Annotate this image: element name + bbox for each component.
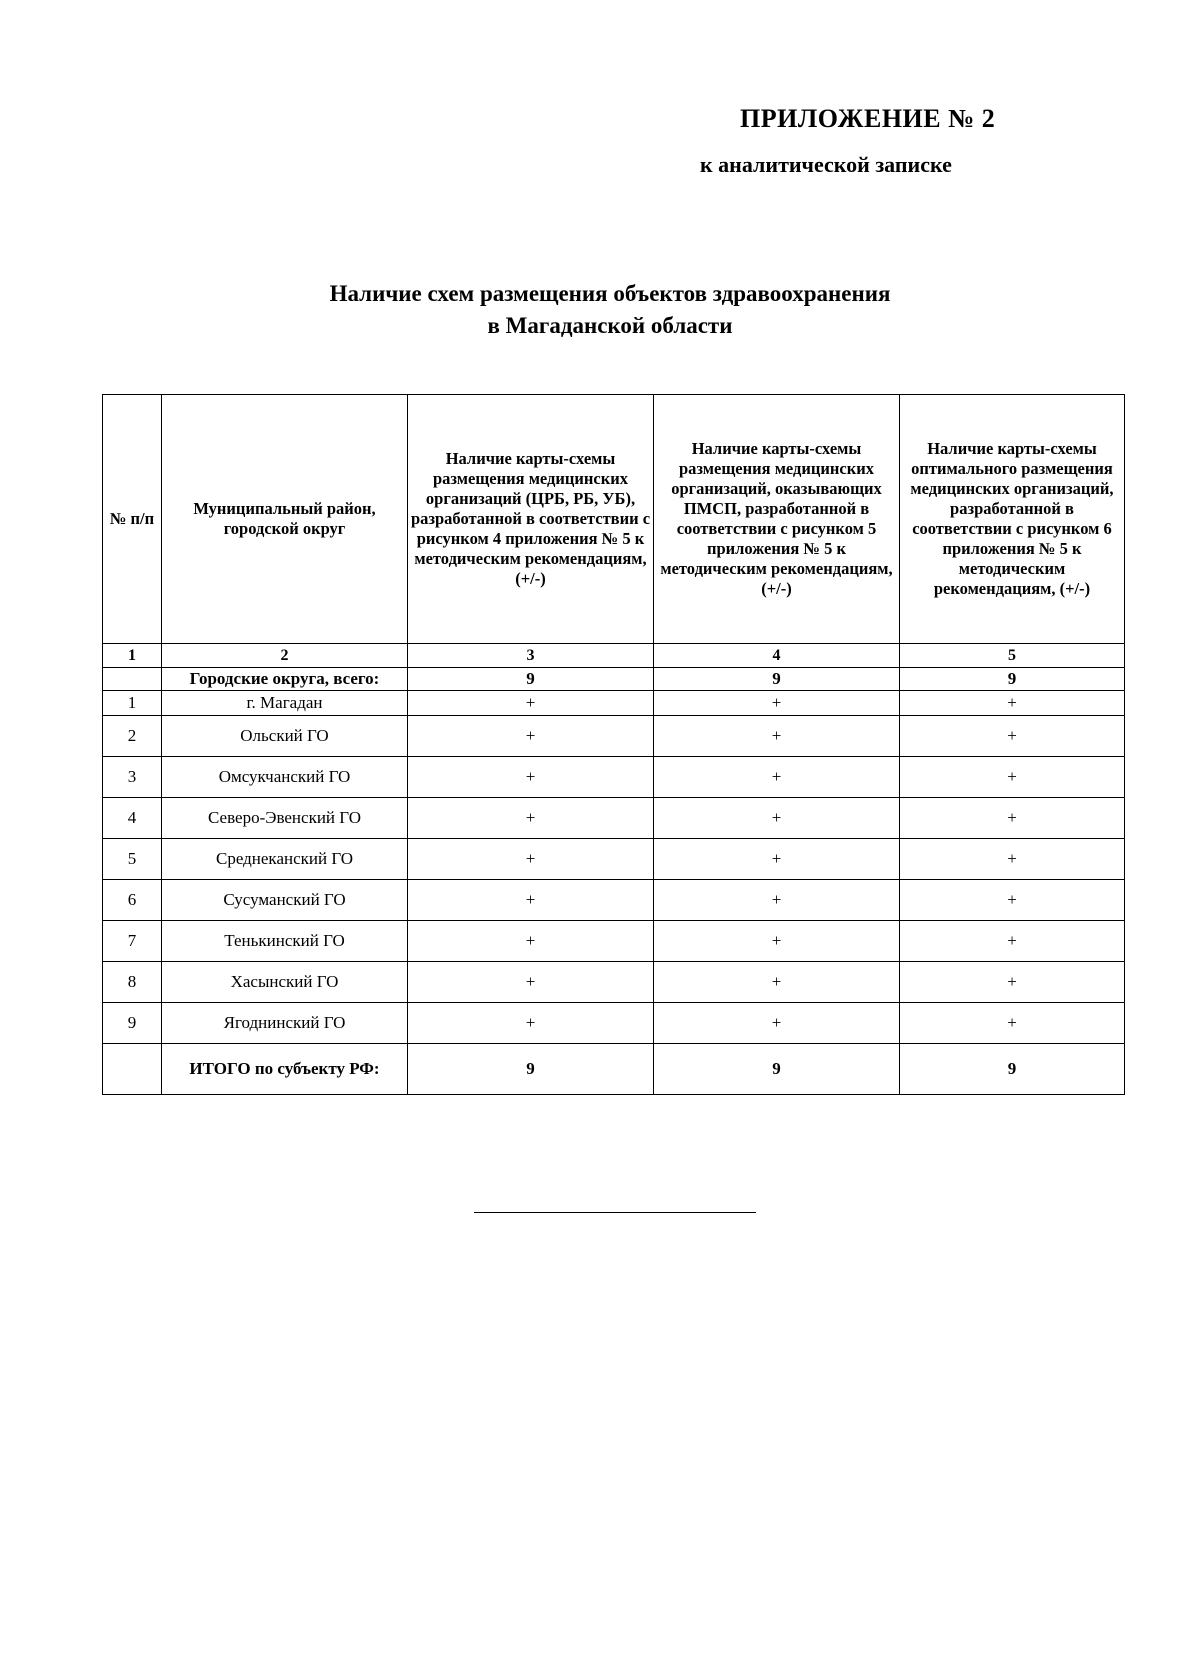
row-number: 3 [103,757,162,798]
cell-value: 9 [900,668,1125,691]
row-number: 5 [103,839,162,880]
row-number: 1 [103,691,162,716]
row-name: Омсукчанский ГО [162,757,408,798]
row-name: Ягоднинский ГО [162,1003,408,1044]
column-number-row [103,644,1125,668]
row-name: Тенькинский ГО [162,921,408,962]
table-row [103,921,1125,962]
column-number: 5 [900,644,1125,668]
cell-value: + [654,757,900,798]
cell-value: + [900,921,1125,962]
row-name: Городские округа, всего: [162,668,408,691]
cell-value: + [900,839,1125,880]
cell-value: + [900,1003,1125,1044]
cell-value: + [408,798,654,839]
column-number: 3 [408,644,654,668]
cell-value: 9 [654,668,900,691]
table-row [103,798,1125,839]
cell-value: + [654,880,900,921]
appendix-subtitle: к аналитической записке [700,152,952,177]
group-total-row [103,668,1125,691]
cell-value: + [654,691,900,716]
column-number: 1 [103,644,162,668]
column-number: 4 [654,644,900,668]
table-row [103,757,1125,798]
table-header-row [103,395,1125,644]
row-name: Хасынский ГО [162,962,408,1003]
cell-value: 9 [408,668,654,691]
cell-value: + [654,1003,900,1044]
cell-value: + [408,880,654,921]
closing-divider [474,1212,756,1213]
row-number: 2 [103,716,162,757]
table-row [103,962,1125,1003]
cell-value: + [408,1003,654,1044]
row-name: Ольский ГО [162,716,408,757]
cell-value: + [900,880,1125,921]
cell-value: 9 [900,1044,1125,1095]
row-number: 4 [103,798,162,839]
cell-value: + [900,716,1125,757]
cell-value: + [408,757,654,798]
row-number: 7 [103,921,162,962]
row-number: 9 [103,1003,162,1044]
document-title-line-1: Наличие схем размещения объектов здравоохранения [329,281,891,306]
column-header-municipality: Муниципальный район, городской округ [162,395,408,644]
column-header-map-pmsp: Наличие карты-схемы размещения медицинских организаций, оказывающих ПМСП, разработанной в соответствии с рисунком 5 приложения № 5 к методическим рекомендациям, (+/-) [654,395,900,644]
row-number: 8 [103,962,162,1003]
row-name: Среднеканский ГО [162,839,408,880]
cell-value: + [654,716,900,757]
row-name: ИТОГО по субъекту РФ: [162,1044,408,1095]
cell-value: + [900,757,1125,798]
cell-value: 9 [654,1044,900,1095]
document-title [180,278,1040,342]
document-title-line-2: в Магаданской области [487,313,733,338]
cell-value: + [900,798,1125,839]
cell-value: + [408,921,654,962]
cell-value: 9 [408,1044,654,1095]
cell-value: + [654,962,900,1003]
row-name: г. Магадан [162,691,408,716]
row-number [103,668,162,691]
cell-value: + [408,691,654,716]
row-name: Северо-Эвенский ГО [162,798,408,839]
cell-value: + [654,839,900,880]
table-row [103,839,1125,880]
cell-value: + [654,921,900,962]
column-header-number: № п/п [103,395,162,644]
cell-value: + [900,962,1125,1003]
table-row [103,1003,1125,1044]
cell-value: + [408,716,654,757]
cell-value: + [654,798,900,839]
row-number [103,1044,162,1095]
table-row [103,691,1125,716]
cell-value: + [408,962,654,1003]
appendix-title: ПРИЛОЖЕНИЕ № 2 [740,104,996,133]
column-number: 2 [162,644,408,668]
table-row [103,880,1125,921]
column-header-map-optimal: Наличие карты-схемы оптимального размещения медицинских организаций, разработанной в соответствии с рисунком 6 приложения № 5 к методическим рекомендациям, (+/-) [900,395,1125,644]
data-table [102,394,1125,1095]
cell-value: + [900,691,1125,716]
row-name: Сусуманский ГО [162,880,408,921]
row-number: 6 [103,880,162,921]
column-header-map-crb: Наличие карты-схемы размещения медицинских организаций (ЦРБ, РБ, УБ), разработанной в соответствии с рисунком 4 приложения № 5 к методическим рекомендациям, (+/-) [408,395,654,644]
grand-total-row [103,1044,1125,1095]
table-row [103,716,1125,757]
cell-value: + [408,839,654,880]
